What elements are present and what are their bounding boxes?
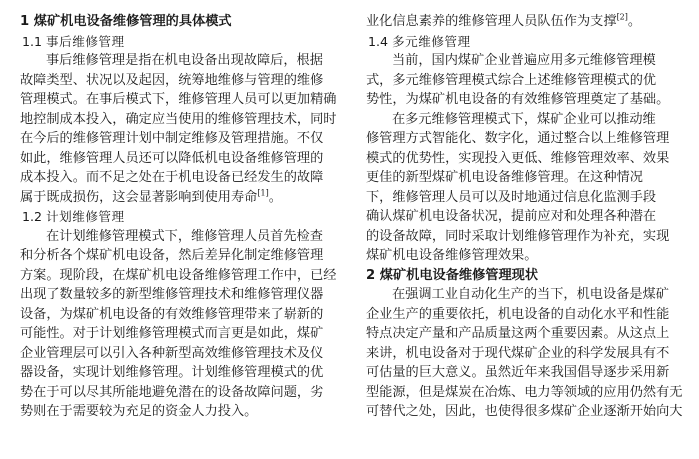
paragraph-line: 如此，维修管理人员还可以降低机电设备维修管理的 [20,150,324,166]
paragraph-text: 业化信息素养的维修管理人员队伍作为支撑 [366,14,617,29]
paragraph-line: 下，维修管理人员可以及时地通过信息化监测手段 [366,189,657,205]
paragraph-line: 在今后的维修管理计划中制定维修及管理措施。不仅 [20,131,324,146]
paragraph-line: 事后维修管理是指在机电设备出现故障后，根据 [46,53,323,68]
subsection-1-1-heading [20,32,346,52]
paragraph-line: 成本投入。而不足之处在于机电设备已经发生的故障 [20,170,324,185]
paragraph-line: 煤矿机电设备维修管理效果。 [366,248,538,263]
paragraph-line: 型能源，但是煤炭在冶炼、电力等领域的应用仍然有无 [366,384,683,400]
subsection-number: 1.2 [22,209,43,224]
subsection-title: 计划维修管理 [46,209,125,224]
paragraph-line [20,188,346,208]
paragraph-line: 在强调工业自动化生产的当下，机电设备是煤矿 [392,287,669,302]
paragraph-line: 模式的优势性，实现投入更低、维修管理效率、效果 [366,150,670,166]
right-column [366,12,688,422]
paragraph-line: 故障类型、状况以及起因，统筹地维修与管理的维修 [20,72,324,88]
paragraph-line: 设备，为煤矿机电设备的有效维修管理带来了崭新的 [20,306,324,322]
paragraph-line: 和分析各个煤矿机电设备，然后差异化制定维修管理 [20,248,324,263]
paragraph-line: 可估量的巨大意义。虽然近年来我国倡导逐步采用新 [366,365,670,380]
paragraph-line: 在多元维修管理模式下，煤矿企业可以推动维 [392,111,656,127]
citation-ref[interactable]: [2] [616,12,628,22]
paragraph-line: 地控制成本投入，确定应当使用的维修管理技术，同时 [20,111,337,127]
subsection-title: 事后维修管理 [46,33,125,49]
paragraph-line: 特点决定产量和产品质量这两个重要因素。从这点上 [366,326,670,341]
paragraph-line: 可替代之处，因此，也使得很多煤矿企业逐渐开始向大 [366,404,683,419]
paragraph-line: 的设备故障，同时采取计划维修管理作为补充，实现 [366,228,670,244]
paragraph-line: 方案。现阶段，在煤矿机电设备维修管理工作中，已经 [20,267,337,283]
subsection-1-4-heading [366,32,688,52]
paragraph-line: 可能性。对于计划维修管理模式而言更是如此，煤矿 [20,326,324,341]
paragraph-line: 确认煤矿机电设备状况，提前应对和处理各种潜在 [366,209,657,224]
paragraph-line: 来讲，机电设备对于现代煤矿企业的科学发展具有不 [366,345,670,361]
paragraph-text: 。 [627,14,642,29]
paragraph-line: 企业生产的重要依托，机电设备的自动化水平和性能 [366,306,670,322]
section-1-heading: 1 煤矿机电设备维修管理的具体模式 [20,14,232,29]
subsection-title: 多元维修管理 [392,33,471,49]
citation-ref[interactable]: [1] [257,188,269,198]
subsection-number: 1.4 [368,33,389,49]
paragraph-line: 修管理方式智能化、数字化，通过整合以上维修管理 [366,131,670,146]
paragraph-line: 势则在于需要较为充足的资金人力投入。 [20,404,258,419]
left-column [20,12,346,422]
paragraph-line: 当前，国内煤矿企业普遍应用多元维修管理模 [392,53,656,68]
subsection-number: 1.1 [22,33,43,49]
section-2-heading: 2 煤矿机电设备维修管理现状 [366,267,539,283]
paragraph-line: 势性，为煤矿机电设备的有效维修管理奠定了基础。 [366,92,670,107]
paragraph-text: 。 [268,189,282,205]
paragraph-line: 式，多元维修管理模式综合上述维修管理模式的优 [366,72,657,88]
paragraph-line: 势在于可以尽其所能地避免潜在的设备故障问题，劣 [20,384,324,400]
paragraph-line: 出现了数量较多的新型维修管理技术和维修管理仪器 [20,287,324,302]
paragraph-line: 企业管理层可以引入各种新型高效维修管理技术及仪 [20,345,324,361]
paragraph-line: 在计划维修管理模式下，维修管理人员首先检查 [46,228,323,244]
subsection-1-2-heading [20,207,346,227]
paragraph-line: 更佳的新型煤矿机电设备维修管理。在这种情况 [366,170,643,185]
paragraph-text: 属于既成损伤，这会显著影响到使用寿命 [20,189,258,205]
paragraph-line: 管理模式。在事后模式下，维修管理人员可以更加精确 [20,92,337,107]
paragraph-line [366,12,688,32]
paragraph-line: 器设备，实现计划维修管理。计划维修管理模式的优 [20,365,324,380]
